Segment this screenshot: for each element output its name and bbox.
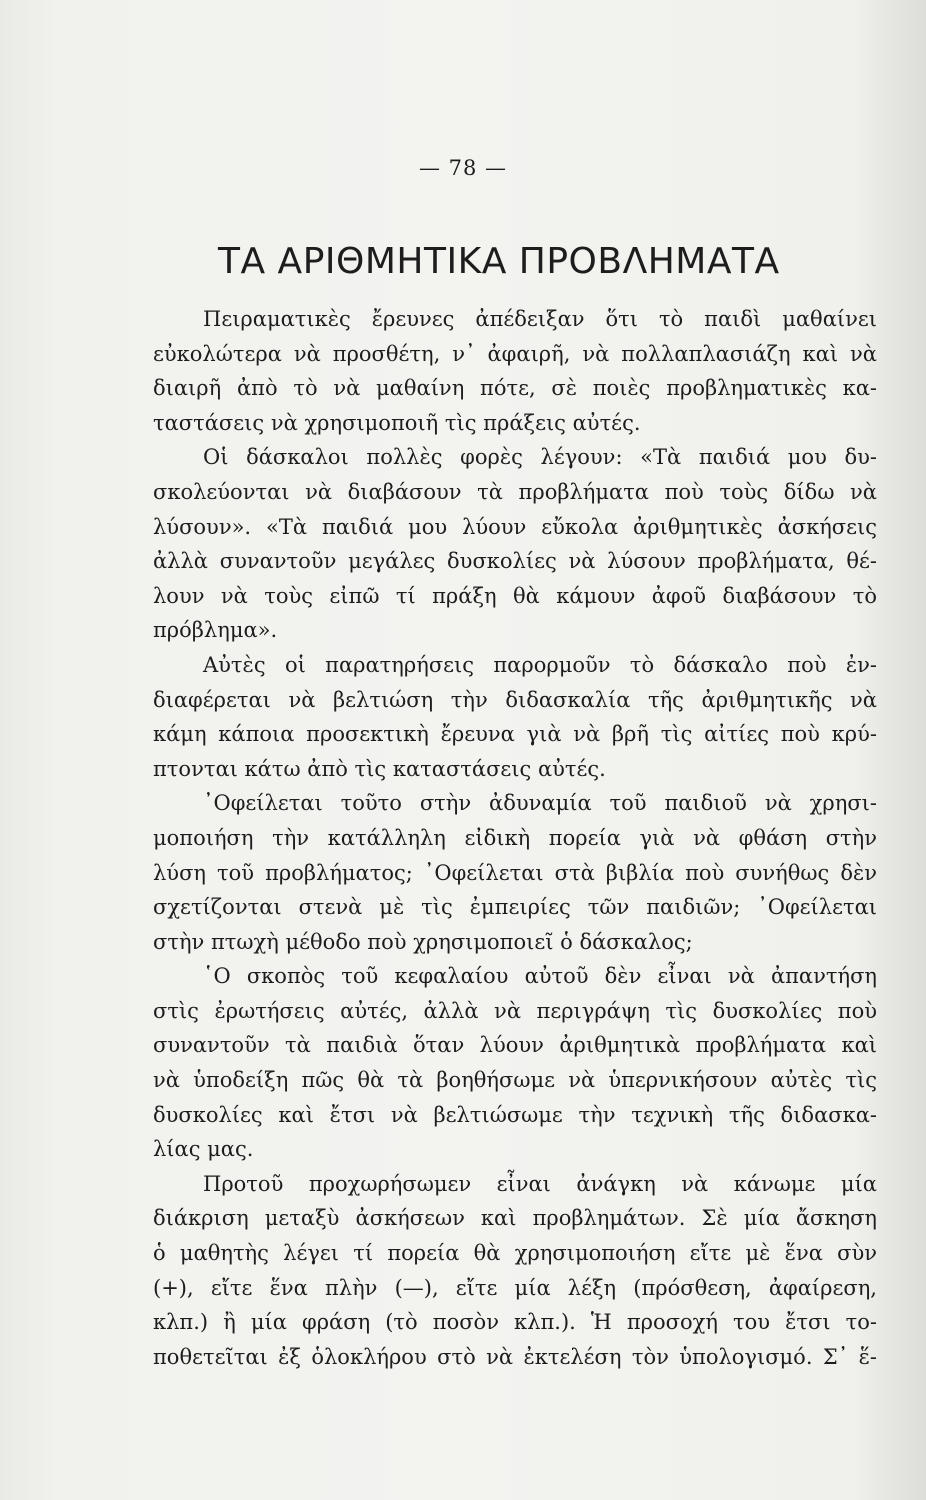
page-number: — 78 —	[418, 156, 508, 180]
text-line: λύσουν». «Τὰ παιδιά μου λύουν εὔκολα ἀριθμητικὲς ἀσκήσεις	[153, 514, 877, 539]
text-line: λίας μας.	[153, 1137, 254, 1162]
text-line: μοποιήση τὴν κατάλληλη εἰδικὴ πορεία γιὰ νὰ φθάση στὴν	[153, 825, 877, 850]
text-line: συναντοῦν τὰ παιδιὰ ὅταν λύουν ἀριθμητικὰ προβλήματα καὶ	[153, 1033, 877, 1058]
text-line: κάμη κάποια προσεκτικὴ ἔρευνα γιὰ νὰ βρῆ τὶς αἰτίες ποὺ κρύ-	[153, 722, 877, 747]
text-line: διαιρῆ ἀπὸ τὸ νὰ μαθαίνη πότε, σὲ ποιὲς προβληματικὲς κα-	[153, 376, 877, 401]
text-line: διαφέρεται νὰ βελτιώση τὴν διδασκαλία τῆς ἀριθμητικῆς νὰ	[153, 687, 877, 712]
text-line: ῾Ο σκοπὸς τοῦ κεφαλαίου αὐτοῦ δὲν εἶναι νὰ ἀπαντήση	[203, 964, 877, 989]
text-line: πτονται κάτω ἀπὸ τὶς καταστάσεις αὐτές.	[153, 756, 606, 781]
text-line: Προτοῦ προχωρήσωμεν εἶναι ἀνάγκη νὰ κάνωμε μία	[203, 1171, 877, 1196]
text-line: σκολεύονται νὰ διαβάσουν τὰ προβλήματα ποὺ τοὺς δίδω νὰ	[153, 479, 877, 504]
text-line: ἀλλὰ συναντοῦν μεγάλες δυσκολίες νὰ λύσουν προβλήματα, θέ-	[153, 549, 877, 574]
text-line: διάκριση μεταξὺ ἀσκήσεων καὶ προβλημάτων. Σὲ μία ἄσκηση	[153, 1206, 877, 1231]
text-line: πρόβλημα».	[153, 618, 278, 643]
text-line: ὁ μαθητὴς λέγει τί πορεία θὰ χρησιμοποιήση εἴτε μὲ ἕνα σὺν	[153, 1241, 877, 1266]
text-line: (+), εἴτε ἕνα πλὴν (—), εἴτε μία λέξη (πρόσθεση, ἀφαίρεση,	[153, 1275, 877, 1300]
text-line: σχετίζονται στενὰ μὲ τὶς ἐμπειρίες τῶν παιδιῶν; ᾿Οφείλεται	[153, 895, 877, 920]
text-line: λύση τοῦ προβλήματος; ᾿Οφείλεται στὰ βιβλία ποὺ συνήθως δὲν	[153, 860, 877, 885]
text-line: δυσκολίες καὶ ἔτσι νὰ βελτιώσωμε τὴν τεχνικὴ τῆς διδασκα-	[153, 1102, 877, 1127]
text-line: στὴν πτωχὴ μέθοδο ποὺ χρησιμοποιεῖ ὁ δάσκαλος;	[153, 929, 693, 954]
chapter-title: ΤΑ ΑΡΙΘΜΗΤΙΚΑ ΠΡΟΒΛΗΜΑΤΑ	[218, 241, 780, 283]
text-line: Αὐτὲς οἱ παρατηρήσεις παρορμοῦν τὸ δάσκαλο ποὺ ἐν-	[203, 652, 877, 677]
text-line: κλπ.) ἢ μία φράση (τὸ ποσὸν κλπ.). Ἡ προσοχή του ἔτσι το-	[153, 1310, 877, 1335]
text-line: εὐκολώτερα νὰ προσθέτη, ν᾽ ἀφαιρῆ, νὰ πολλαπλασιάζη καὶ νὰ	[153, 341, 877, 366]
text-line: Πειραματικὲς ἔρευνες ἀπέδειξαν ὅτι τὸ παιδὶ μαθαίνει	[203, 307, 877, 331]
body-text	[153, 302, 877, 1374]
text-line: λουν νὰ τοὺς εἰπῶ τί πράξη θὰ κάμουν ἀφοῦ διαβάσουν τὸ	[153, 583, 877, 608]
text-line: Οἱ δάσκαλοι πολλὲς φορὲς λέγουν: «Τὰ παιδιά μου δυ-	[203, 445, 877, 470]
text-line: ᾿Οφείλεται τοῦτο στὴν ἀδυναμία τοῦ παιδιοῦ νὰ χρησι-	[203, 791, 877, 816]
text-line: νὰ ὑποδείξη πῶς θὰ τὰ βοηθήσωμε νὰ ὑπερνικήσουν αὐτὲς τὶς	[153, 1068, 877, 1093]
text-line: ποθετεῖται ἐξ ὁλοκλήρου στὸ νὰ ἐκτελέση τὸν ὑπολογισμό. Σ᾽ ἕ-	[153, 1344, 877, 1369]
text-line: ταστάσεις νὰ χρησιμοποιῆ τὶς πράξεις αὐτές.	[153, 410, 641, 435]
text-line: στὶς ἐρωτήσεις αὐτές, ἀλλὰ νὰ περιγράψη τὶς δυσκολίες ποὺ	[153, 998, 877, 1023]
